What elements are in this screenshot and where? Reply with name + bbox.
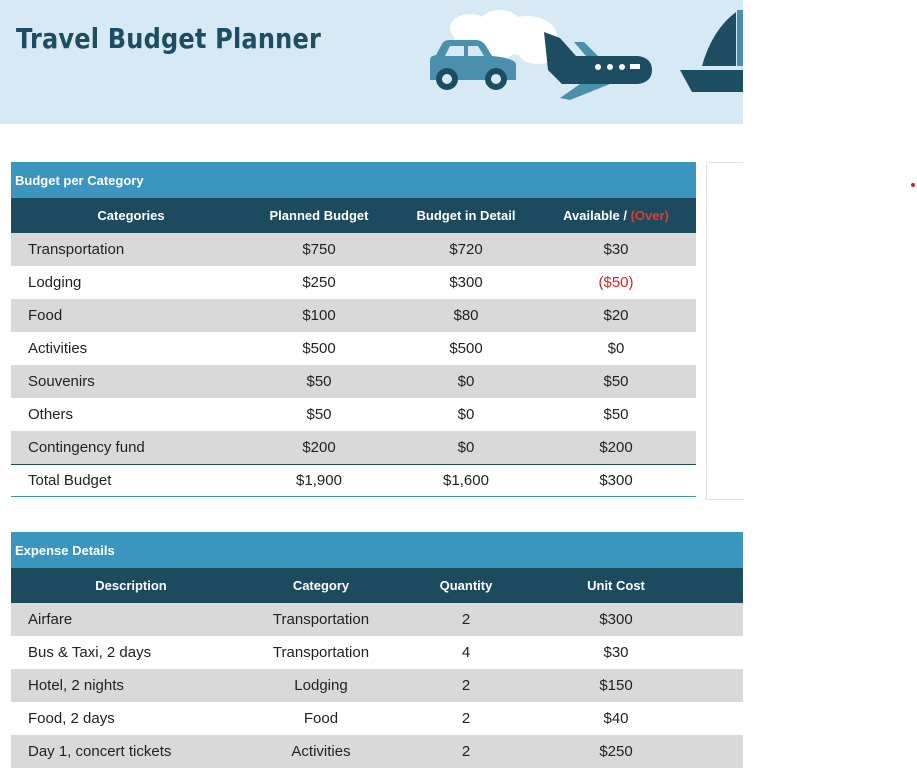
cell-category: Food bbox=[28, 307, 63, 324]
header-unit-cost: Unit Cost bbox=[587, 578, 645, 593]
expense-table-row[interactable] bbox=[11, 603, 743, 636]
budget-table-row[interactable] bbox=[11, 233, 696, 266]
cell-description: Bus & Taxi, 2 days bbox=[28, 644, 152, 661]
cell-available: $20 bbox=[603, 307, 629, 324]
total-cell-category: Total Budget bbox=[28, 472, 112, 489]
total-cell-budget-in-detail: $1,600 bbox=[443, 472, 489, 489]
cell-quantity: 2 bbox=[461, 611, 471, 628]
expense-section-header bbox=[11, 532, 743, 568]
header-category: Category bbox=[292, 578, 350, 593]
cell-unit-cost: $250 bbox=[599, 743, 633, 760]
cell-category: Others bbox=[28, 406, 74, 423]
cell-available: $0 bbox=[607, 340, 625, 357]
cell-available: $50 bbox=[603, 406, 629, 423]
cell-unit-cost: $150 bbox=[599, 677, 633, 694]
cell-available: $50 bbox=[603, 373, 629, 390]
cell-quantity: 4 bbox=[461, 644, 471, 661]
header-over-label: (Over) bbox=[630, 208, 669, 223]
cell-available: $30 bbox=[603, 241, 629, 258]
cell-description: Airfare bbox=[28, 611, 73, 628]
budget-table-row[interactable] bbox=[11, 332, 696, 365]
total-cell-planned-budget: $1,900 bbox=[296, 472, 342, 489]
page-title: Travel Budget Planner bbox=[16, 22, 322, 55]
airplane-icon bbox=[544, 32, 652, 100]
cell-planned-budget: $200 bbox=[302, 439, 336, 456]
cell-description: Hotel, 2 nights bbox=[28, 677, 124, 694]
cell-planned-budget: $500 bbox=[302, 340, 336, 357]
cell-budget-in-detail: $0 bbox=[457, 373, 475, 390]
header-quantity: Quantity bbox=[439, 578, 493, 593]
cell-category: Transportation bbox=[28, 241, 125, 258]
budget-table-row[interactable] bbox=[11, 299, 696, 332]
cell-budget-in-detail: $500 bbox=[449, 340, 483, 357]
cell-unit-cost: $30 bbox=[603, 644, 629, 661]
header-categories: Categories bbox=[97, 208, 165, 223]
header-available-over bbox=[541, 198, 691, 233]
cell-quantity: 2 bbox=[461, 710, 471, 727]
cell-budget-in-detail: $0 bbox=[457, 439, 475, 456]
header-available-label: Available / bbox=[563, 208, 631, 223]
cell-budget-in-detail: $720 bbox=[449, 241, 483, 258]
cell-planned-budget: $50 bbox=[306, 373, 332, 390]
expense-table-row[interactable] bbox=[11, 735, 743, 768]
cell-category: Transportation bbox=[272, 611, 370, 628]
title-banner bbox=[0, 0, 743, 124]
header-planned-budget: Planned Budget bbox=[269, 208, 369, 223]
budget-table-row[interactable] bbox=[11, 398, 696, 431]
header-budget-in-detail: Budget in Detail bbox=[416, 208, 516, 223]
budget-column-headers bbox=[11, 198, 696, 233]
expense-table-row[interactable] bbox=[11, 702, 743, 735]
expense-table-row[interactable] bbox=[11, 669, 743, 702]
cell-category: Activities bbox=[28, 340, 88, 357]
expense-column-headers bbox=[11, 568, 743, 603]
cell-planned-budget: $750 bbox=[302, 241, 336, 258]
budget-total-row[interactable] bbox=[11, 464, 696, 497]
cell-planned-budget: $250 bbox=[302, 274, 336, 291]
cell-budget-in-detail: $0 bbox=[457, 406, 475, 423]
cell-available: $200 bbox=[599, 439, 633, 456]
cell-description: Day 1, concert tickets bbox=[28, 743, 172, 760]
cell-description: Food, 2 days bbox=[28, 710, 115, 727]
cell-category: Activities bbox=[291, 743, 351, 760]
sailboat-icon bbox=[680, 10, 743, 92]
budget-section-header bbox=[11, 162, 696, 198]
cell-category: Contingency fund bbox=[28, 439, 145, 456]
cell-category: Lodging bbox=[294, 677, 348, 694]
expense-section-title: Expense Details bbox=[15, 542, 115, 558]
side-panel bbox=[706, 162, 743, 500]
red-marker bbox=[911, 183, 915, 187]
budget-section-title: Budget per Category bbox=[15, 172, 144, 188]
cell-available: ($50) bbox=[598, 274, 634, 291]
cell-category: Souvenirs bbox=[28, 373, 95, 390]
budget-table-row[interactable] bbox=[11, 365, 696, 398]
cell-category: Transportation bbox=[272, 644, 370, 661]
cell-budget-in-detail: $80 bbox=[453, 307, 479, 324]
cell-category: Lodging bbox=[28, 274, 82, 291]
cell-quantity: 2 bbox=[461, 677, 471, 694]
cell-budget-in-detail: $300 bbox=[449, 274, 483, 291]
cell-category: Food bbox=[303, 710, 339, 727]
cell-unit-cost: $300 bbox=[599, 611, 633, 628]
cell-quantity: 2 bbox=[461, 743, 471, 760]
budget-table-row[interactable] bbox=[11, 431, 696, 464]
header-description: Description bbox=[95, 578, 167, 593]
cell-planned-budget: $50 bbox=[306, 406, 332, 423]
banner-illustration bbox=[420, 0, 743, 124]
expense-table-row[interactable] bbox=[11, 636, 743, 669]
total-cell-available: $300 bbox=[599, 472, 633, 489]
cell-unit-cost: $40 bbox=[603, 710, 629, 727]
budget-table-row[interactable] bbox=[11, 266, 696, 299]
cell-planned-budget: $100 bbox=[302, 307, 336, 324]
